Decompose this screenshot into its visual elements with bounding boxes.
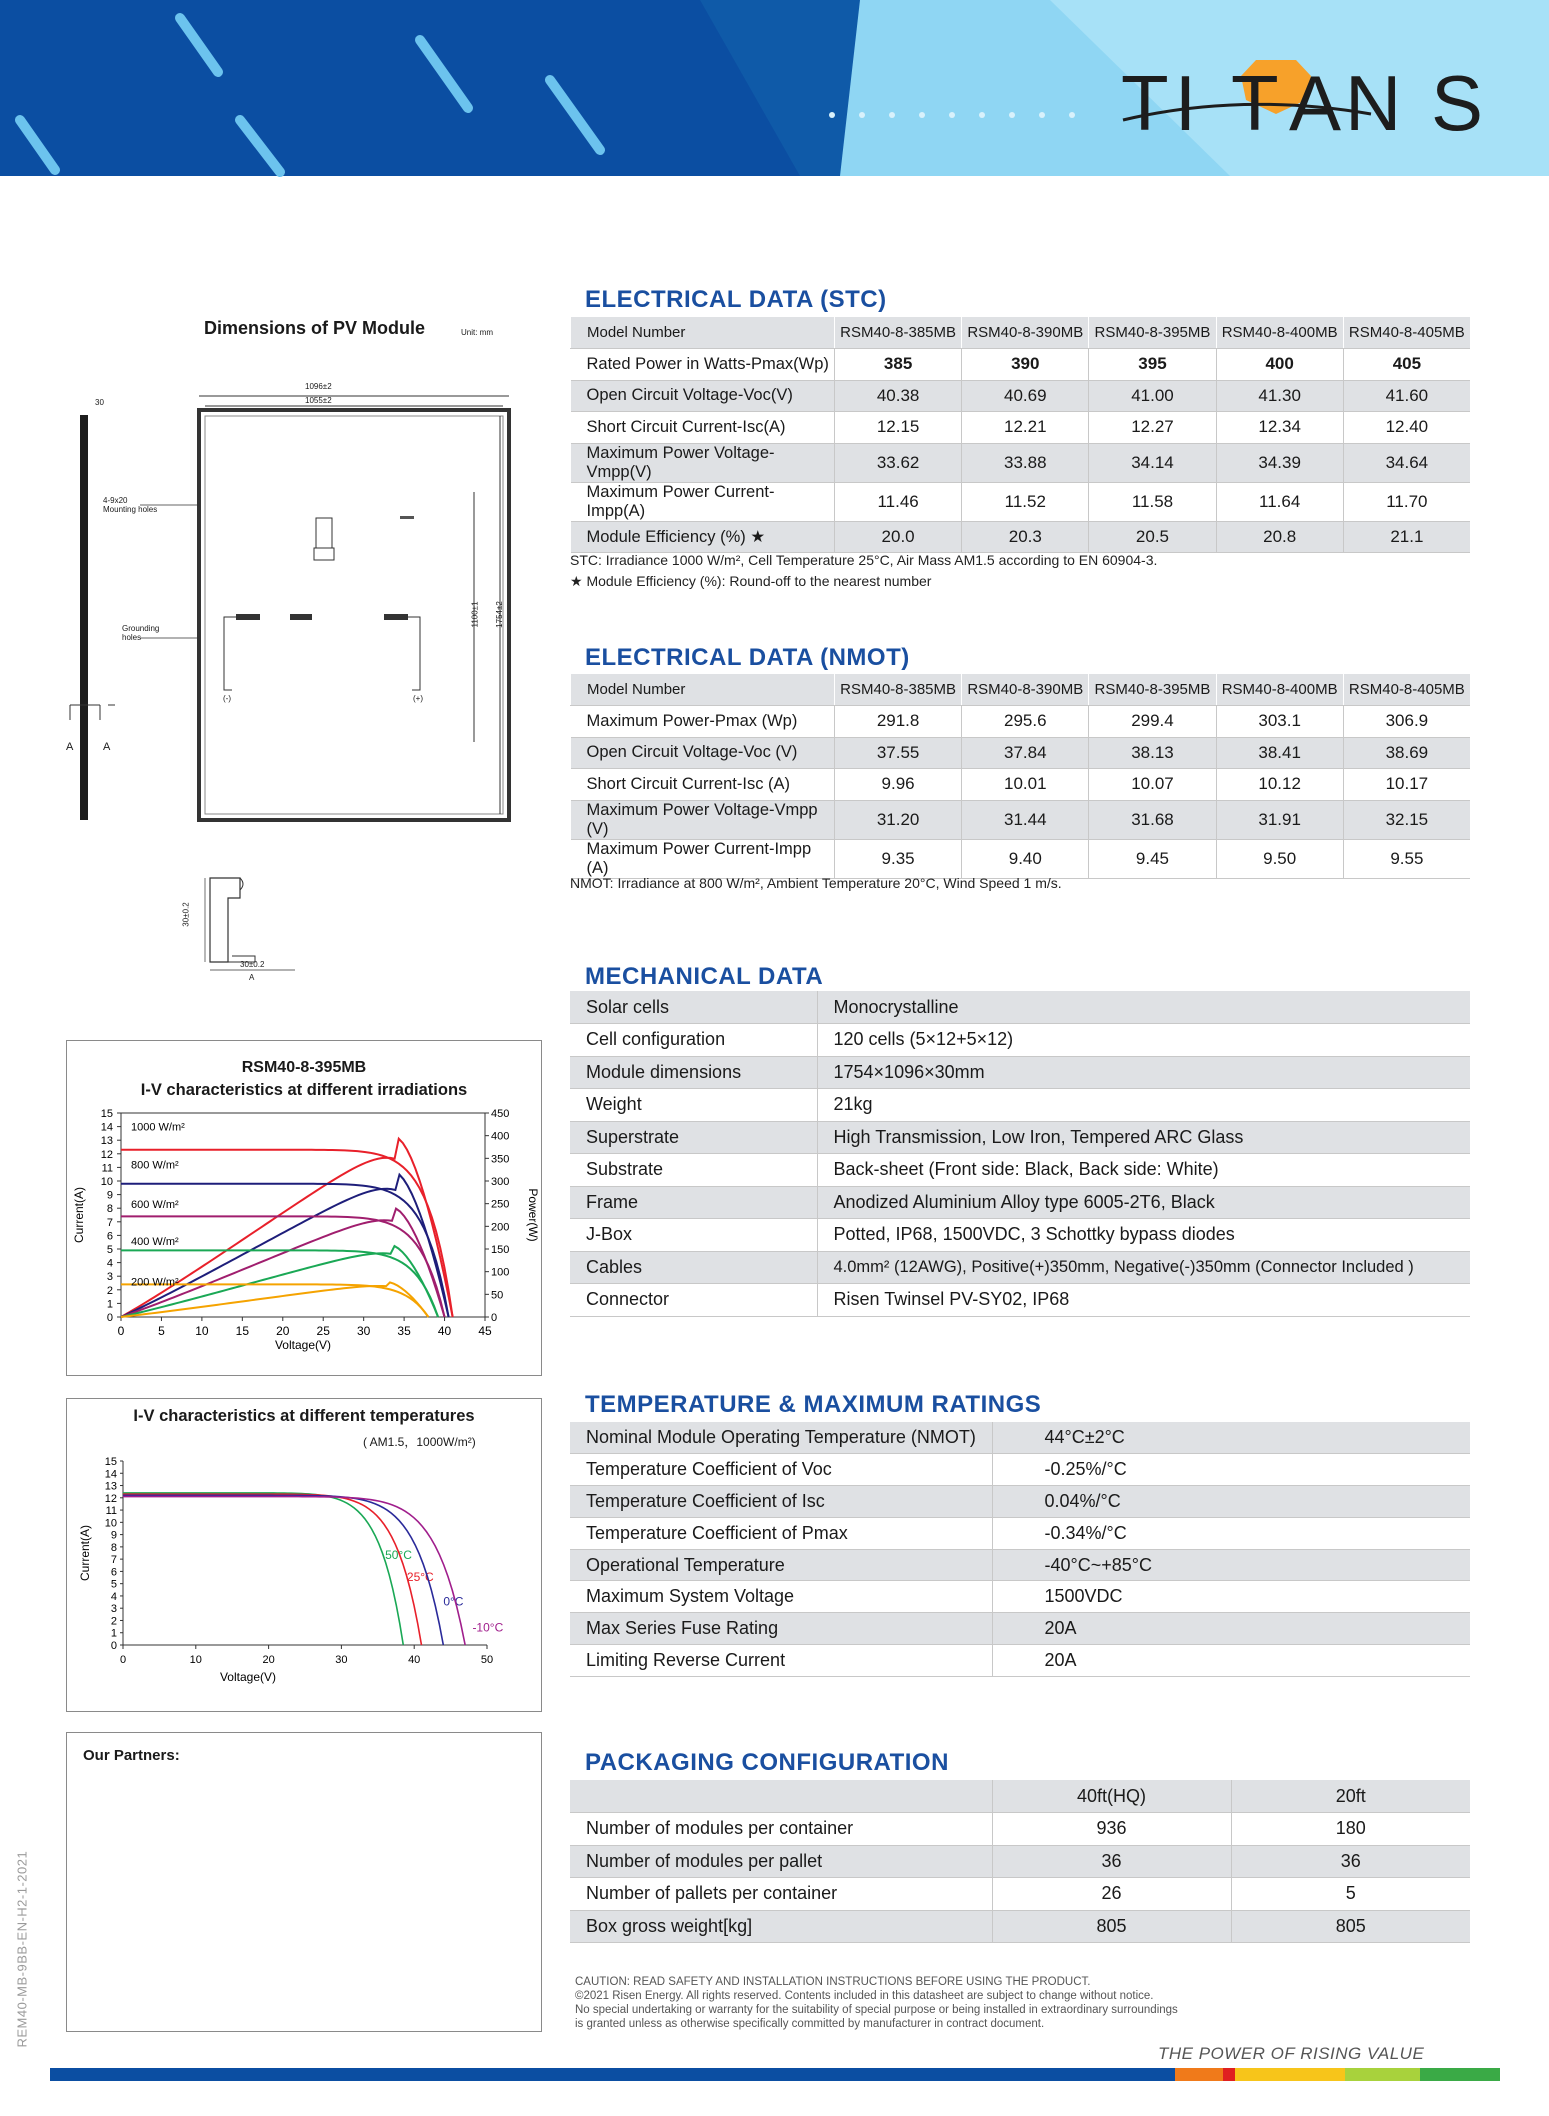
table-cell: 405 — [1343, 349, 1470, 381]
table-row — [571, 317, 1471, 349]
y-tick-label: 0 — [106, 1312, 113, 1324]
y2-tick-label: 250 — [491, 1198, 510, 1211]
table-cell: 34.39 — [1216, 443, 1343, 482]
x-tick-label: 50 — [480, 1654, 494, 1666]
table-cell: 303.1 — [1216, 706, 1343, 738]
table-cell: -0.34%/°C — [992, 1517, 1470, 1549]
dimensions-unit: Unit: mm — [461, 328, 493, 337]
table-cell: Risen Twinsel PV-SY02, IP68 — [817, 1284, 1470, 1317]
y2-tick-label: 50 — [491, 1289, 504, 1302]
table-row — [570, 1549, 1470, 1581]
dim-width-outer: 1096±2 — [305, 382, 332, 391]
iv-curve-1 — [123, 1494, 421, 1645]
table-row — [570, 1284, 1470, 1317]
row-label: Maximum Power-Pmax (Wp) — [571, 706, 835, 738]
table-cell: 12.40 — [1343, 412, 1470, 444]
y-tick-label: 4 — [110, 1590, 117, 1603]
y-tick-label: 14 — [104, 1468, 117, 1481]
copyright-line-1: ©2021 Risen Energy. All rights reserved. Contents included in this datasheet are subject to change without notice. — [575, 1990, 1154, 2002]
row-label: Short Circuit Current-Isc(A) — [571, 412, 835, 444]
table-row — [571, 800, 1471, 839]
table-row — [570, 1422, 1470, 1454]
table-row — [571, 769, 1471, 801]
iv-curve-2 — [121, 1216, 445, 1317]
y-tick-label: 8 — [110, 1541, 117, 1554]
chart2-title: I-V characteristics at different temperatures — [133, 1407, 475, 1425]
temperature-title: TEMPERATURE & MAXIMUM RATINGS — [585, 1391, 1042, 1418]
copyright-line-2: No special undertaking or warranty for the suitability of special purpose or being installed in extraordinary surroundings — [575, 2004, 1178, 2016]
column-header: 20ft — [1231, 1780, 1470, 1813]
table-cell: 31.68 — [1089, 800, 1216, 839]
table-cell: 11.70 — [1343, 482, 1470, 521]
y-tick-label: 8 — [106, 1203, 113, 1216]
table-cell: 9.50 — [1216, 839, 1343, 878]
row-label: Module Efficiency (%) ★ — [571, 521, 835, 553]
stc-model-header: RSM40-8-385MB — [835, 317, 962, 349]
x-tick-label: 20 — [276, 1324, 290, 1338]
table-cell: 805 — [992, 1910, 1231, 1943]
temperature-label: -10°C — [472, 1620, 504, 1635]
table-cell: 9.35 — [835, 839, 962, 878]
table-row — [571, 521, 1471, 553]
row-label: Max Series Fuse Rating — [570, 1613, 992, 1645]
table-cell: 44°C±2°C — [992, 1422, 1470, 1454]
row-label: Maximum System Voltage — [570, 1581, 992, 1613]
temperature-label: 0°C — [443, 1594, 464, 1609]
table-cell: Anodized Aluminium Alloy type 6005-2T6, Black — [817, 1186, 1470, 1219]
table-row — [570, 1154, 1470, 1187]
chart1-title: I-V characteristics at different irradiations — [140, 1081, 468, 1099]
frame-height-dim: 30±0.2 — [181, 902, 191, 927]
y-tick-label: 0 — [110, 1640, 117, 1652]
copyright-line-3: is granted unless as otherwise specifically committed by manufacturer in contract document. — [575, 2018, 1045, 2030]
iv-curve-0 — [123, 1493, 403, 1645]
table-cell: 41.60 — [1343, 380, 1470, 412]
table-row — [570, 1613, 1470, 1645]
table-cell: 9.55 — [1343, 839, 1470, 878]
table-cell: 400 — [1216, 349, 1343, 381]
footer-color-bar — [50, 2068, 1500, 2081]
table-cell: 41.30 — [1216, 380, 1343, 412]
stc-title: ELECTRICAL DATA (STC) — [585, 286, 887, 313]
row-label: Box gross weight[kg] — [570, 1910, 992, 1943]
table-cell: 21.1 — [1343, 521, 1470, 553]
table-cell: 1500VDC — [992, 1581, 1470, 1613]
stc-table — [570, 317, 1470, 553]
table-cell: 34.64 — [1343, 443, 1470, 482]
iv-curve-2 — [123, 1495, 443, 1645]
table-row — [570, 1878, 1470, 1911]
table-cell: 12.34 — [1216, 412, 1343, 444]
document-code: REM40-MB-9BB-EN-H2-1-2021 — [14, 1850, 30, 2048]
y-tick-label: 13 — [100, 1135, 113, 1148]
power-curve-2 — [121, 1209, 445, 1317]
table-cell: 10.01 — [962, 769, 1089, 801]
nmot-model-header: RSM40-8-385MB — [835, 674, 962, 706]
irradiance-label: 800 W/m² — [131, 1159, 179, 1172]
row-label: Maximum Power Current-Impp (A) — [571, 839, 835, 878]
table-cell: 306.9 — [1343, 706, 1470, 738]
table-cell: 12.15 — [835, 412, 962, 444]
y2-tick-label: 200 — [491, 1221, 510, 1234]
nmot-model-header: RSM40-8-395MB — [1089, 674, 1216, 706]
x-tick-label: 40 — [408, 1654, 421, 1666]
y-tick-label: 15 — [100, 1108, 113, 1120]
grounding-label-2: holes — [122, 633, 142, 642]
table-cell: 32.15 — [1343, 800, 1470, 839]
table-cell: 9.45 — [1089, 839, 1216, 878]
table-row — [570, 1251, 1470, 1284]
table-cell: 385 — [835, 349, 962, 381]
table-cell: High Transmission, Low Iron, Tempered ARC Glass — [817, 1121, 1470, 1154]
y2-tick-label: 400 — [491, 1130, 510, 1143]
table-cell: Monocrystalline — [817, 991, 1470, 1024]
table-row — [570, 1845, 1470, 1878]
mechanical-title: MECHANICAL DATA — [585, 963, 824, 990]
table-row — [571, 839, 1471, 878]
table-cell: 10.07 — [1089, 769, 1216, 801]
chart2-subtitle: ( AM1.5，1000W/m²) — [363, 1435, 476, 1449]
row-label: Temperature Coefficient of Voc — [570, 1454, 992, 1486]
packaging-title: PACKAGING CONFIGURATION — [585, 1749, 949, 1776]
table-row — [570, 1121, 1470, 1154]
dim-side-thickness: 30 — [95, 398, 104, 407]
y-tick-label: 4 — [106, 1257, 113, 1270]
row-label: Superstrate — [570, 1121, 817, 1154]
stc-model-header: RSM40-8-395MB — [1089, 317, 1216, 349]
irradiance-label: 400 W/m² — [131, 1235, 179, 1248]
x-tick-label: 0 — [117, 1324, 125, 1338]
table-row — [570, 1024, 1470, 1057]
y2-tick-label: 100 — [491, 1266, 510, 1279]
y-tick-label: 2 — [106, 1284, 113, 1297]
table-cell: 11.46 — [835, 482, 962, 521]
table-cell: 11.52 — [962, 482, 1089, 521]
iv-irradiation-chart — [66, 1040, 542, 1376]
table-cell: 805 — [1231, 1910, 1470, 1943]
stc-model-header: RSM40-8-400MB — [1216, 317, 1343, 349]
partners-title: Our Partners: — [83, 1747, 180, 1764]
row-label: Maximum Power Current-Impp(A) — [571, 482, 835, 521]
frame-section-label: A — [249, 973, 255, 982]
x-tick-label: 15 — [235, 1324, 250, 1338]
y-tick-label: 9 — [110, 1529, 117, 1542]
x-tick-label: 5 — [158, 1324, 165, 1338]
x-tick-label: 20 — [262, 1654, 275, 1666]
table-row — [571, 737, 1471, 769]
nmot-title: ELECTRICAL DATA (NMOT) — [585, 644, 910, 671]
table-cell: 295.6 — [962, 706, 1089, 738]
row-label: Cables — [570, 1251, 817, 1284]
section-a-right: A — [103, 741, 111, 753]
logo-text: TI — [1121, 59, 1203, 147]
stc-efficiency-note: ★ Module Efficiency (%): Round-off to the nearest number — [570, 573, 932, 589]
y-tick-label: 3 — [106, 1271, 113, 1284]
y-tick-label: 7 — [106, 1216, 113, 1229]
nmot-model-header: RSM40-8-405MB — [1343, 674, 1470, 706]
table-cell: 20.8 — [1216, 521, 1343, 553]
table-row — [571, 349, 1471, 381]
chart1-model: RSM40-8-395MB — [241, 1059, 367, 1076]
table-cell: 291.8 — [835, 706, 962, 738]
row-label: Maximum Power Voltage-Vmpp (V) — [571, 800, 835, 839]
y-tick-label: 14 — [100, 1121, 113, 1134]
y2-tick-label: 300 — [491, 1176, 510, 1188]
footer-legal — [575, 1975, 1178, 2031]
y-tick-label: 13 — [104, 1480, 117, 1493]
nmot-table — [570, 674, 1470, 879]
irradiance-label: 1000 W/m² — [131, 1121, 185, 1134]
dim-height-outer: 1754±2 — [494, 601, 504, 628]
dim-width-inner: 1055±2 — [305, 396, 332, 405]
table-cell: 12.27 — [1089, 412, 1216, 444]
table-row — [571, 674, 1471, 706]
svg-text:AN S: AN S — [1289, 59, 1488, 147]
x-tick-label: 45 — [478, 1324, 492, 1338]
mechanical-table — [570, 991, 1470, 1317]
table-cell: 9.40 — [962, 839, 1089, 878]
y-tick-label: 1 — [110, 1627, 117, 1640]
neg-terminal-label: (-) — [223, 694, 231, 703]
y-axis-label: Current(A) — [78, 1524, 92, 1582]
mounting-holes-label-1: 4-9x20 — [103, 496, 128, 505]
table-row — [571, 443, 1471, 482]
nmot-note: NMOT: Irradiance at 800 W/m², Ambient Temperature 20°C, Wind Speed 1 m/s. — [570, 875, 1062, 891]
table-cell: -0.25%/°C — [992, 1454, 1470, 1486]
frame-width-dim: 30±0.2 — [240, 960, 265, 969]
table-row — [570, 1645, 1470, 1677]
table-row — [570, 1581, 1470, 1613]
x-axis-label: Voltage(V) — [274, 1338, 332, 1352]
temperature-table — [570, 1422, 1470, 1677]
table-cell: 31.20 — [835, 800, 962, 839]
table-row — [570, 1186, 1470, 1219]
nmot-model-header: RSM40-8-390MB — [962, 674, 1089, 706]
table-cell: 40.38 — [835, 380, 962, 412]
table-row — [570, 1780, 1470, 1813]
table-cell: 20.5 — [1089, 521, 1216, 553]
table-cell: 36 — [1231, 1845, 1470, 1878]
table-cell: 120 cells (5×12+5×12) — [817, 1024, 1470, 1057]
table-cell: 33.88 — [962, 443, 1089, 482]
row-label: Rated Power in Watts-Pmax(Wp) — [571, 349, 835, 381]
y-tick-label: 5 — [106, 1244, 113, 1256]
table-cell: 20A — [992, 1645, 1470, 1677]
table-cell: -40°C~+85°C — [992, 1549, 1470, 1581]
x-tick-label: 25 — [316, 1324, 330, 1338]
grounding-label-1: Grounding — [122, 624, 160, 633]
table-row — [570, 1089, 1470, 1122]
row-label: Connector — [570, 1284, 817, 1317]
table-cell: 31.91 — [1216, 800, 1343, 839]
y2-tick-label: 150 — [491, 1244, 510, 1256]
table-cell: Potted, IP68, 1500VDC, 3 Schottky bypass diodes — [817, 1219, 1470, 1252]
y-axis-label: Current(A) — [72, 1186, 86, 1244]
y-tick-label: 7 — [110, 1554, 117, 1567]
iv-temperature-chart — [66, 1398, 542, 1712]
table-cell: 33.62 — [835, 443, 962, 482]
table-row — [570, 1056, 1470, 1089]
y2-tick-label: 0 — [491, 1312, 498, 1324]
table-cell: 11.58 — [1089, 482, 1216, 521]
table-cell: 5 — [1231, 1878, 1470, 1911]
y-tick-label: 11 — [101, 1162, 113, 1175]
x-axis-label: Voltage(V) — [219, 1670, 277, 1684]
row-label: Temperature Coefficient of Pmax — [570, 1517, 992, 1549]
table-cell: 38.13 — [1089, 737, 1216, 769]
x-tick-label: 35 — [397, 1324, 411, 1338]
y-tick-label: 10 — [100, 1176, 113, 1188]
titans-logo — [1121, 52, 1488, 152]
stc-header-label: Model Number — [571, 317, 835, 349]
stc-model-header: RSM40-8-405MB — [1343, 317, 1470, 349]
packaging-table — [570, 1780, 1470, 1943]
chart1-svg — [67, 1101, 543, 1377]
column-header: 40ft(HQ) — [992, 1780, 1231, 1813]
table-row — [570, 1517, 1470, 1549]
row-label: Module dimensions — [570, 1056, 817, 1089]
table-cell: 38.69 — [1343, 737, 1470, 769]
y2-axis-label: Power(W) — [526, 1188, 540, 1242]
table-cell: 9.96 — [835, 769, 962, 801]
table-cell: 20.3 — [962, 521, 1089, 553]
y-tick-label: 2 — [110, 1615, 117, 1628]
table-cell: 299.4 — [1089, 706, 1216, 738]
table-cell: 20A — [992, 1613, 1470, 1645]
y-tick-label: 3 — [110, 1603, 117, 1616]
x-tick-label: 30 — [335, 1654, 348, 1666]
row-label: Operational Temperature — [570, 1549, 992, 1581]
chart2-svg — [67, 1449, 543, 1713]
table-cell: 37.84 — [962, 737, 1089, 769]
table-row — [570, 1454, 1470, 1486]
table-row — [571, 380, 1471, 412]
row-label: Number of pallets per container — [570, 1878, 992, 1911]
row-label: Open Circuit Voltage-Voc(V) — [571, 380, 835, 412]
table-row — [571, 482, 1471, 521]
table-cell: 10.17 — [1343, 769, 1470, 801]
row-label: Number of modules per pallet — [570, 1845, 992, 1878]
y-tick-label: 12 — [104, 1492, 117, 1505]
table-cell: 41.00 — [1089, 380, 1216, 412]
row-label: Substrate — [570, 1154, 817, 1187]
mounting-holes-label-2: Mounting holes — [103, 505, 158, 514]
table-row — [570, 1910, 1470, 1943]
table-cell: 20.0 — [835, 521, 962, 553]
x-tick-label: 0 — [119, 1654, 127, 1666]
table-row — [570, 1813, 1470, 1846]
table-cell: 180 — [1231, 1813, 1470, 1846]
row-label: Cell configuration — [570, 1024, 817, 1057]
y-tick-label: 5 — [110, 1578, 117, 1591]
table-cell: 11.64 — [1216, 482, 1343, 521]
table-row — [571, 412, 1471, 444]
slogan: THE POWER OF RISING VALUE — [1158, 2044, 1425, 2063]
nmot-header-label: Model Number — [571, 674, 835, 706]
svg-text:T: T — [1231, 59, 1279, 147]
row-label: Temperature Coefficient of Isc — [570, 1486, 992, 1518]
table-cell: 10.12 — [1216, 769, 1343, 801]
table-cell: 38.41 — [1216, 737, 1343, 769]
table-cell: 40.69 — [962, 380, 1089, 412]
y2-tick-label: 350 — [491, 1153, 510, 1166]
caution-text: CAUTION: READ SAFETY AND INSTALLATION INSTRUCTIONS BEFORE USING THE PRODUCT. — [575, 1976, 1091, 1988]
row-label: Solar cells — [570, 991, 817, 1024]
row-label: J-Box — [570, 1219, 817, 1252]
table-cell: 26 — [992, 1878, 1231, 1911]
row-label: Open Circuit Voltage-Voc (V) — [571, 737, 835, 769]
x-tick-label: 30 — [356, 1324, 371, 1338]
temperature-label: 25°C — [406, 1570, 434, 1585]
x-tick-label: 10 — [195, 1324, 209, 1338]
row-label: Maximum Power Voltage-Vmpp(V) — [571, 443, 835, 482]
y-tick-label: 11 — [105, 1505, 117, 1518]
table-cell: 1754×1096×30mm — [817, 1056, 1470, 1089]
y-tick-label: 9 — [106, 1189, 113, 1202]
row-label: Frame — [570, 1186, 817, 1219]
irradiance-label: 200 W/m² — [131, 1276, 179, 1289]
y-tick-label: 12 — [100, 1148, 113, 1161]
table-cell: 4.0mm² (12AWG), Positive(+)350mm, Negative(-)350mm (Connector Included ) — [817, 1251, 1470, 1284]
nmot-model-header: RSM40-8-400MB — [1216, 674, 1343, 706]
temperature-label: 50°C — [385, 1548, 412, 1563]
dim-height-inner: 1100±1 — [470, 601, 480, 628]
module-dimension-drawing — [60, 380, 520, 830]
row-label: Number of modules per container — [570, 1813, 992, 1846]
table-row — [571, 706, 1471, 738]
y-tick-label: 10 — [104, 1517, 117, 1530]
table-cell: 395 — [1089, 349, 1216, 381]
section-a-left: A — [66, 741, 74, 753]
table-cell: 37.55 — [835, 737, 962, 769]
table-cell: 31.44 — [962, 800, 1089, 839]
row-label: Limiting Reverse Current — [570, 1645, 992, 1677]
y-tick-label: 15 — [104, 1456, 117, 1468]
table-cell: 34.14 — [1089, 443, 1216, 482]
row-label: Nominal Module Operating Temperature (NMOT) — [570, 1422, 992, 1454]
y-tick-label: 6 — [106, 1230, 113, 1243]
table-cell: 390 — [962, 349, 1089, 381]
x-tick-label: 40 — [437, 1324, 452, 1338]
table-row — [570, 1219, 1470, 1252]
stc-note: STC: Irradiance 1000 W/m², Cell Temperature 25°C, Air Mass AM1.5 according to EN 60904-3. — [570, 552, 1158, 568]
row-label: Weight — [570, 1089, 817, 1122]
stc-model-header: RSM40-8-390MB — [962, 317, 1089, 349]
table-cell: 12.21 — [962, 412, 1089, 444]
x-tick-label: 10 — [189, 1654, 202, 1666]
table-cell: 936 — [992, 1813, 1231, 1846]
table-cell: 0.04%/°C — [992, 1486, 1470, 1518]
y-tick-label: 1 — [106, 1298, 113, 1311]
irradiance-label: 600 W/m² — [131, 1199, 179, 1212]
y-tick-label: 6 — [110, 1566, 117, 1579]
pos-terminal-label: (+) — [413, 694, 423, 703]
y2-tick-label: 450 — [491, 1108, 510, 1120]
table-cell: 36 — [992, 1845, 1231, 1878]
row-label: Short Circuit Current-Isc (A) — [571, 769, 835, 801]
partners-box — [66, 1732, 542, 2032]
table-row — [570, 1486, 1470, 1518]
table-cell: 21kg — [817, 1089, 1470, 1122]
dimensions-title: Dimensions of PV Module — [204, 318, 426, 338]
table-cell: Back-sheet (Front side: Black, Back side: White) — [817, 1154, 1470, 1187]
table-row — [570, 991, 1470, 1024]
